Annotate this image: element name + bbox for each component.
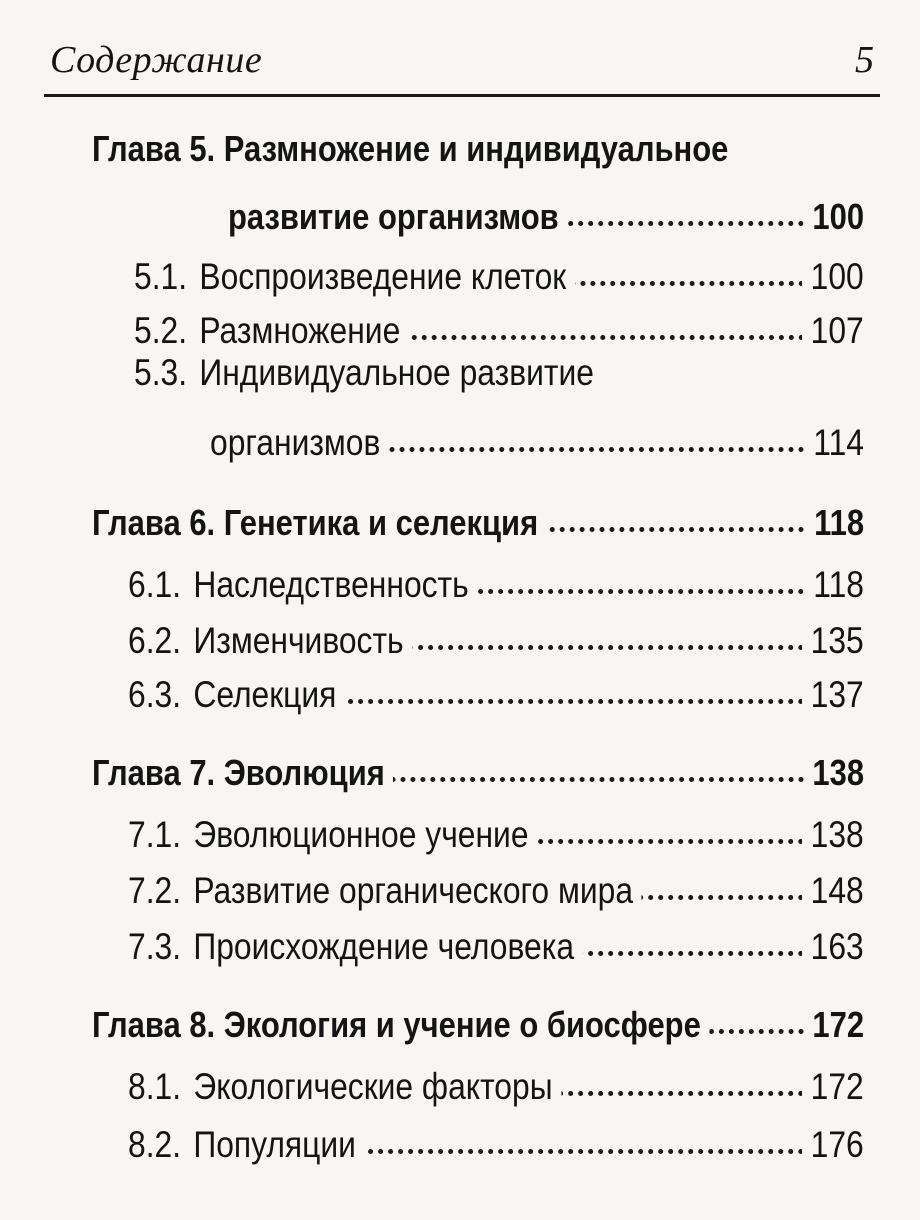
section-title: Происхождение человека <box>193 926 575 967</box>
toc-entry-7-2[interactable] <box>128 852 864 912</box>
section-page: 138 <box>802 814 864 856</box>
section-number: 6.2. <box>128 620 182 661</box>
section-page: 176 <box>802 1124 864 1166</box>
chapter-7-title: Глава 7. Эволюция <box>92 752 393 794</box>
section-number: 8.2. <box>128 1124 182 1165</box>
toc-entry-8-1[interactable] <box>128 1048 864 1108</box>
chapter-5-title-line2: развитие организмов <box>228 196 567 238</box>
chapter-7-page: 138 <box>804 752 864 794</box>
section-page: 148 <box>802 870 864 912</box>
section-title: Селекция <box>193 674 337 715</box>
chapter-5-entry[interactable] <box>228 178 864 238</box>
section-title-line2: организмов <box>210 422 389 464</box>
section-title: Экологические факторы <box>193 1066 553 1107</box>
header-page-number: 5 <box>855 39 874 81</box>
header-title: Содержание <box>50 39 263 81</box>
toc-entry-7-1[interactable] <box>128 796 864 856</box>
section-number: 5.3. <box>134 352 188 393</box>
toc-entry-5-3[interactable] <box>210 404 864 464</box>
section-title: Изменчивость <box>193 620 404 661</box>
running-header <box>44 38 880 97</box>
section-title: Размножение <box>199 310 401 351</box>
chapter-5-page: 100 <box>804 196 864 238</box>
section-number: 5.2. <box>134 310 188 351</box>
chapter-8-entry[interactable] <box>92 986 864 1046</box>
section-page: 135 <box>802 620 864 662</box>
toc-entry-6-1[interactable] <box>128 546 864 606</box>
section-title: Развитие органического мира <box>193 870 634 911</box>
chapter-6-entry[interactable] <box>92 484 864 544</box>
toc-entry-5-3-line1 <box>134 352 594 394</box>
toc-entry-6-2[interactable] <box>128 602 864 662</box>
section-page: 172 <box>802 1066 864 1108</box>
toc-entry-5-1[interactable] <box>134 238 864 298</box>
section-page: 107 <box>802 310 864 352</box>
section-title-line1: Индивидуальное развитие <box>199 352 594 393</box>
section-number: 7.2. <box>128 870 182 911</box>
section-page: 100 <box>802 256 864 298</box>
toc-entry-6-3[interactable] <box>128 656 864 716</box>
section-number: 6.3. <box>128 674 182 715</box>
section-page: 114 <box>805 422 864 464</box>
toc-entry-5-2[interactable] <box>134 292 864 352</box>
section-title: Эволюционное учение <box>193 814 529 855</box>
section-number: 6.1. <box>128 564 182 605</box>
chapter-5-title-line1: Глава 5. Размножение и индивидуальное <box>92 128 729 169</box>
section-title: Популяции <box>193 1124 356 1165</box>
section-page: 163 <box>802 926 864 968</box>
chapter-8-title: Глава 8. Экология и учение о биосфере <box>92 1004 709 1046</box>
section-number: 7.1. <box>128 814 182 855</box>
section-page: 118 <box>805 564 864 606</box>
chapter-7-entry[interactable] <box>92 734 864 794</box>
chapter-6-page: 118 <box>805 502 864 544</box>
section-number: 7.3. <box>128 926 182 967</box>
section-title: Воспроизведение клеток <box>199 256 567 297</box>
section-number: 8.1. <box>128 1066 182 1107</box>
toc-entry-7-3[interactable] <box>128 908 864 968</box>
toc-entry-8-2[interactable] <box>128 1106 864 1166</box>
section-title: Наследственность <box>193 564 469 605</box>
chapter-8-page: 172 <box>804 1004 864 1046</box>
chapter-6-title: Глава 6. Генетика и селекция <box>92 502 547 544</box>
section-page: 137 <box>802 674 864 716</box>
section-number: 5.1. <box>134 256 188 297</box>
